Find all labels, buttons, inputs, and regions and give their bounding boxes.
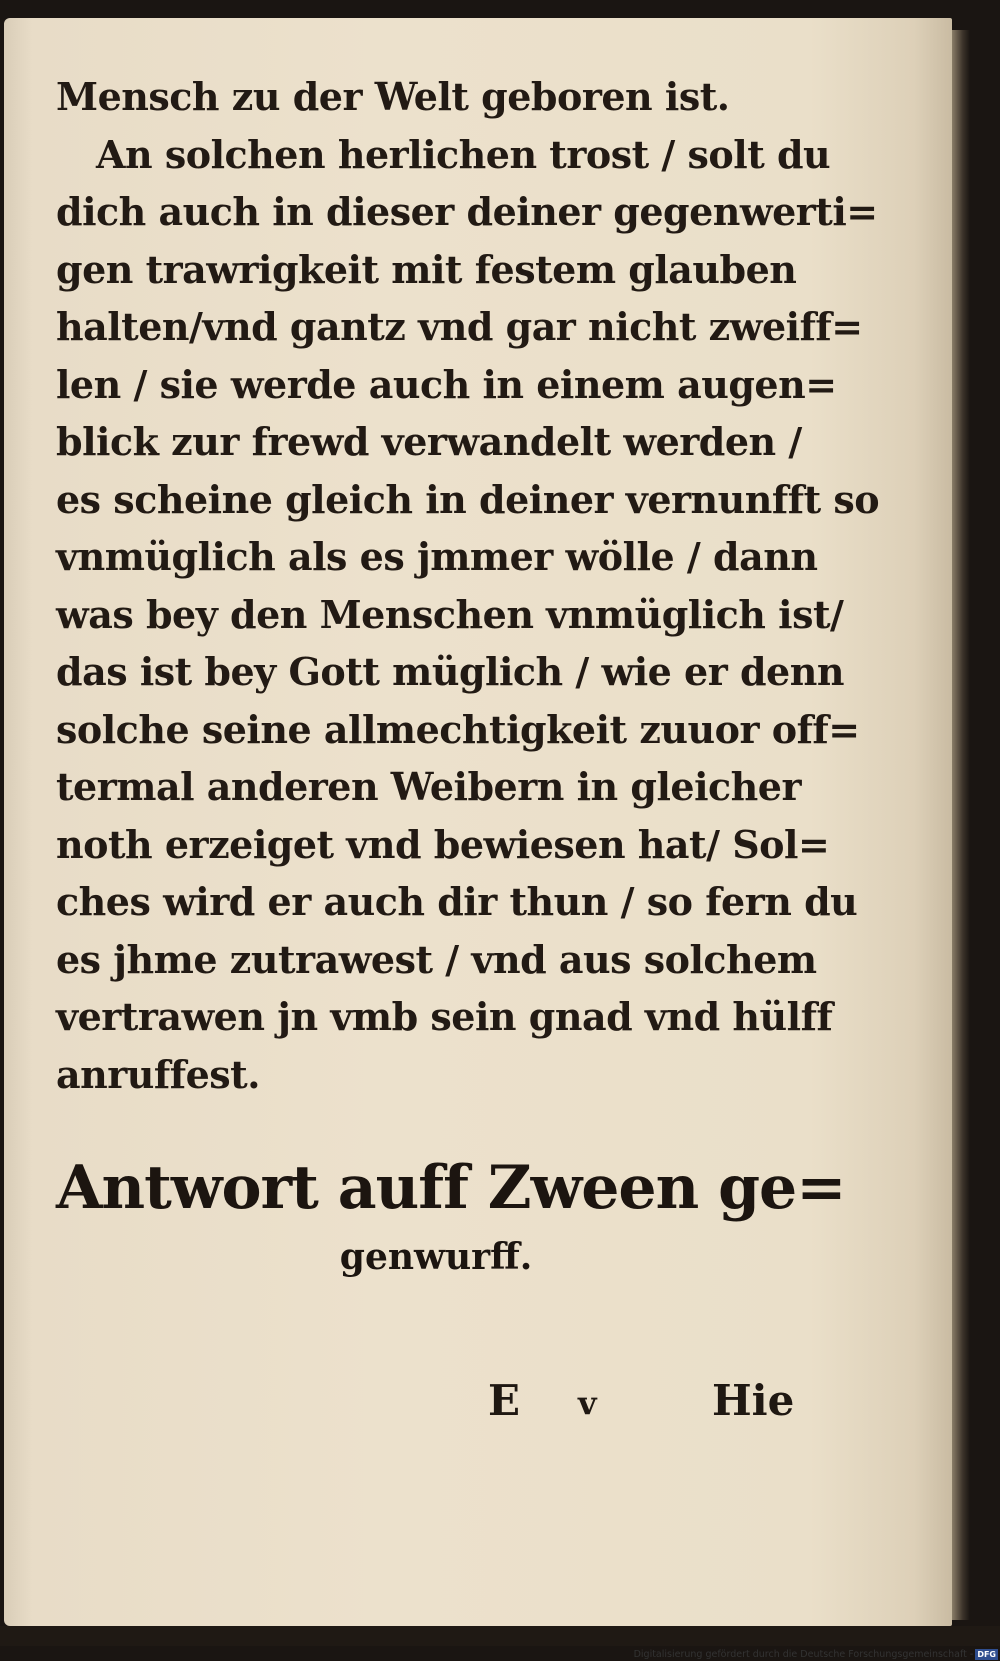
signature-mark-number: v — [578, 1384, 597, 1422]
text-line: termal anderen Weibern in gleicher — [56, 764, 801, 809]
text-line: was bey den Menschen vnmüglich ist/ — [56, 591, 844, 637]
text-line: noth erzeiget vnd bewiesen hat/ Sol= — [56, 821, 830, 867]
text-line: anruffest. — [56, 1051, 260, 1097]
text-line: Mensch zu der Welt geboren ist. — [56, 74, 730, 119]
text-line: vnmüglich als es jmmer wölle / dann — [56, 534, 818, 579]
text-line: es scheine gleich in deiner vernunfft so — [56, 476, 880, 522]
signature-mark-letter: E — [488, 1376, 521, 1425]
text-line: len / sie werde auch in einem augen= — [56, 361, 837, 407]
book-edge — [952, 30, 970, 1620]
catchword: Hie — [712, 1376, 795, 1425]
credit-text: Digitalisierung gefördert durch die Deutsche Forschungsgemeinschaft - — [633, 1649, 974, 1660]
text-line: ches wird er auch dir thun / so fern du — [56, 879, 858, 924]
bottom-shadow — [0, 1626, 1000, 1646]
text-line: das ist bey Gott müglich / wie er denn — [56, 649, 844, 694]
text-line: vertrawen jn vmb sein gnad vnd hülff — [56, 994, 833, 1039]
digitization-credit — [610, 1648, 998, 1661]
text-line: es jhme zutrawest / vnd aus solchem — [56, 936, 817, 982]
text-line: blick zur frewd verwandelt werden / — [56, 419, 802, 464]
body-text — [56, 68, 880, 1103]
text-line: halten/vnd gantz vnd gar nicht zweiff= — [56, 304, 863, 349]
text-line: solche seine allmechtigkeit zuuor off= — [56, 706, 860, 752]
heading-line-1: Antwort auff Zween ge= — [56, 1153, 846, 1223]
text-line: gen trawrigkeit mit festem glauben — [56, 246, 797, 292]
dfg-logo: DFG — [977, 1650, 996, 1659]
heading-line-2: genwurff. — [339, 1236, 533, 1278]
section-heading — [56, 1148, 846, 1286]
text-line: dich auch in dieser deiner gegenwerti= — [56, 189, 878, 234]
text-line: An solchen herlichen trost / solt du — [96, 131, 831, 177]
